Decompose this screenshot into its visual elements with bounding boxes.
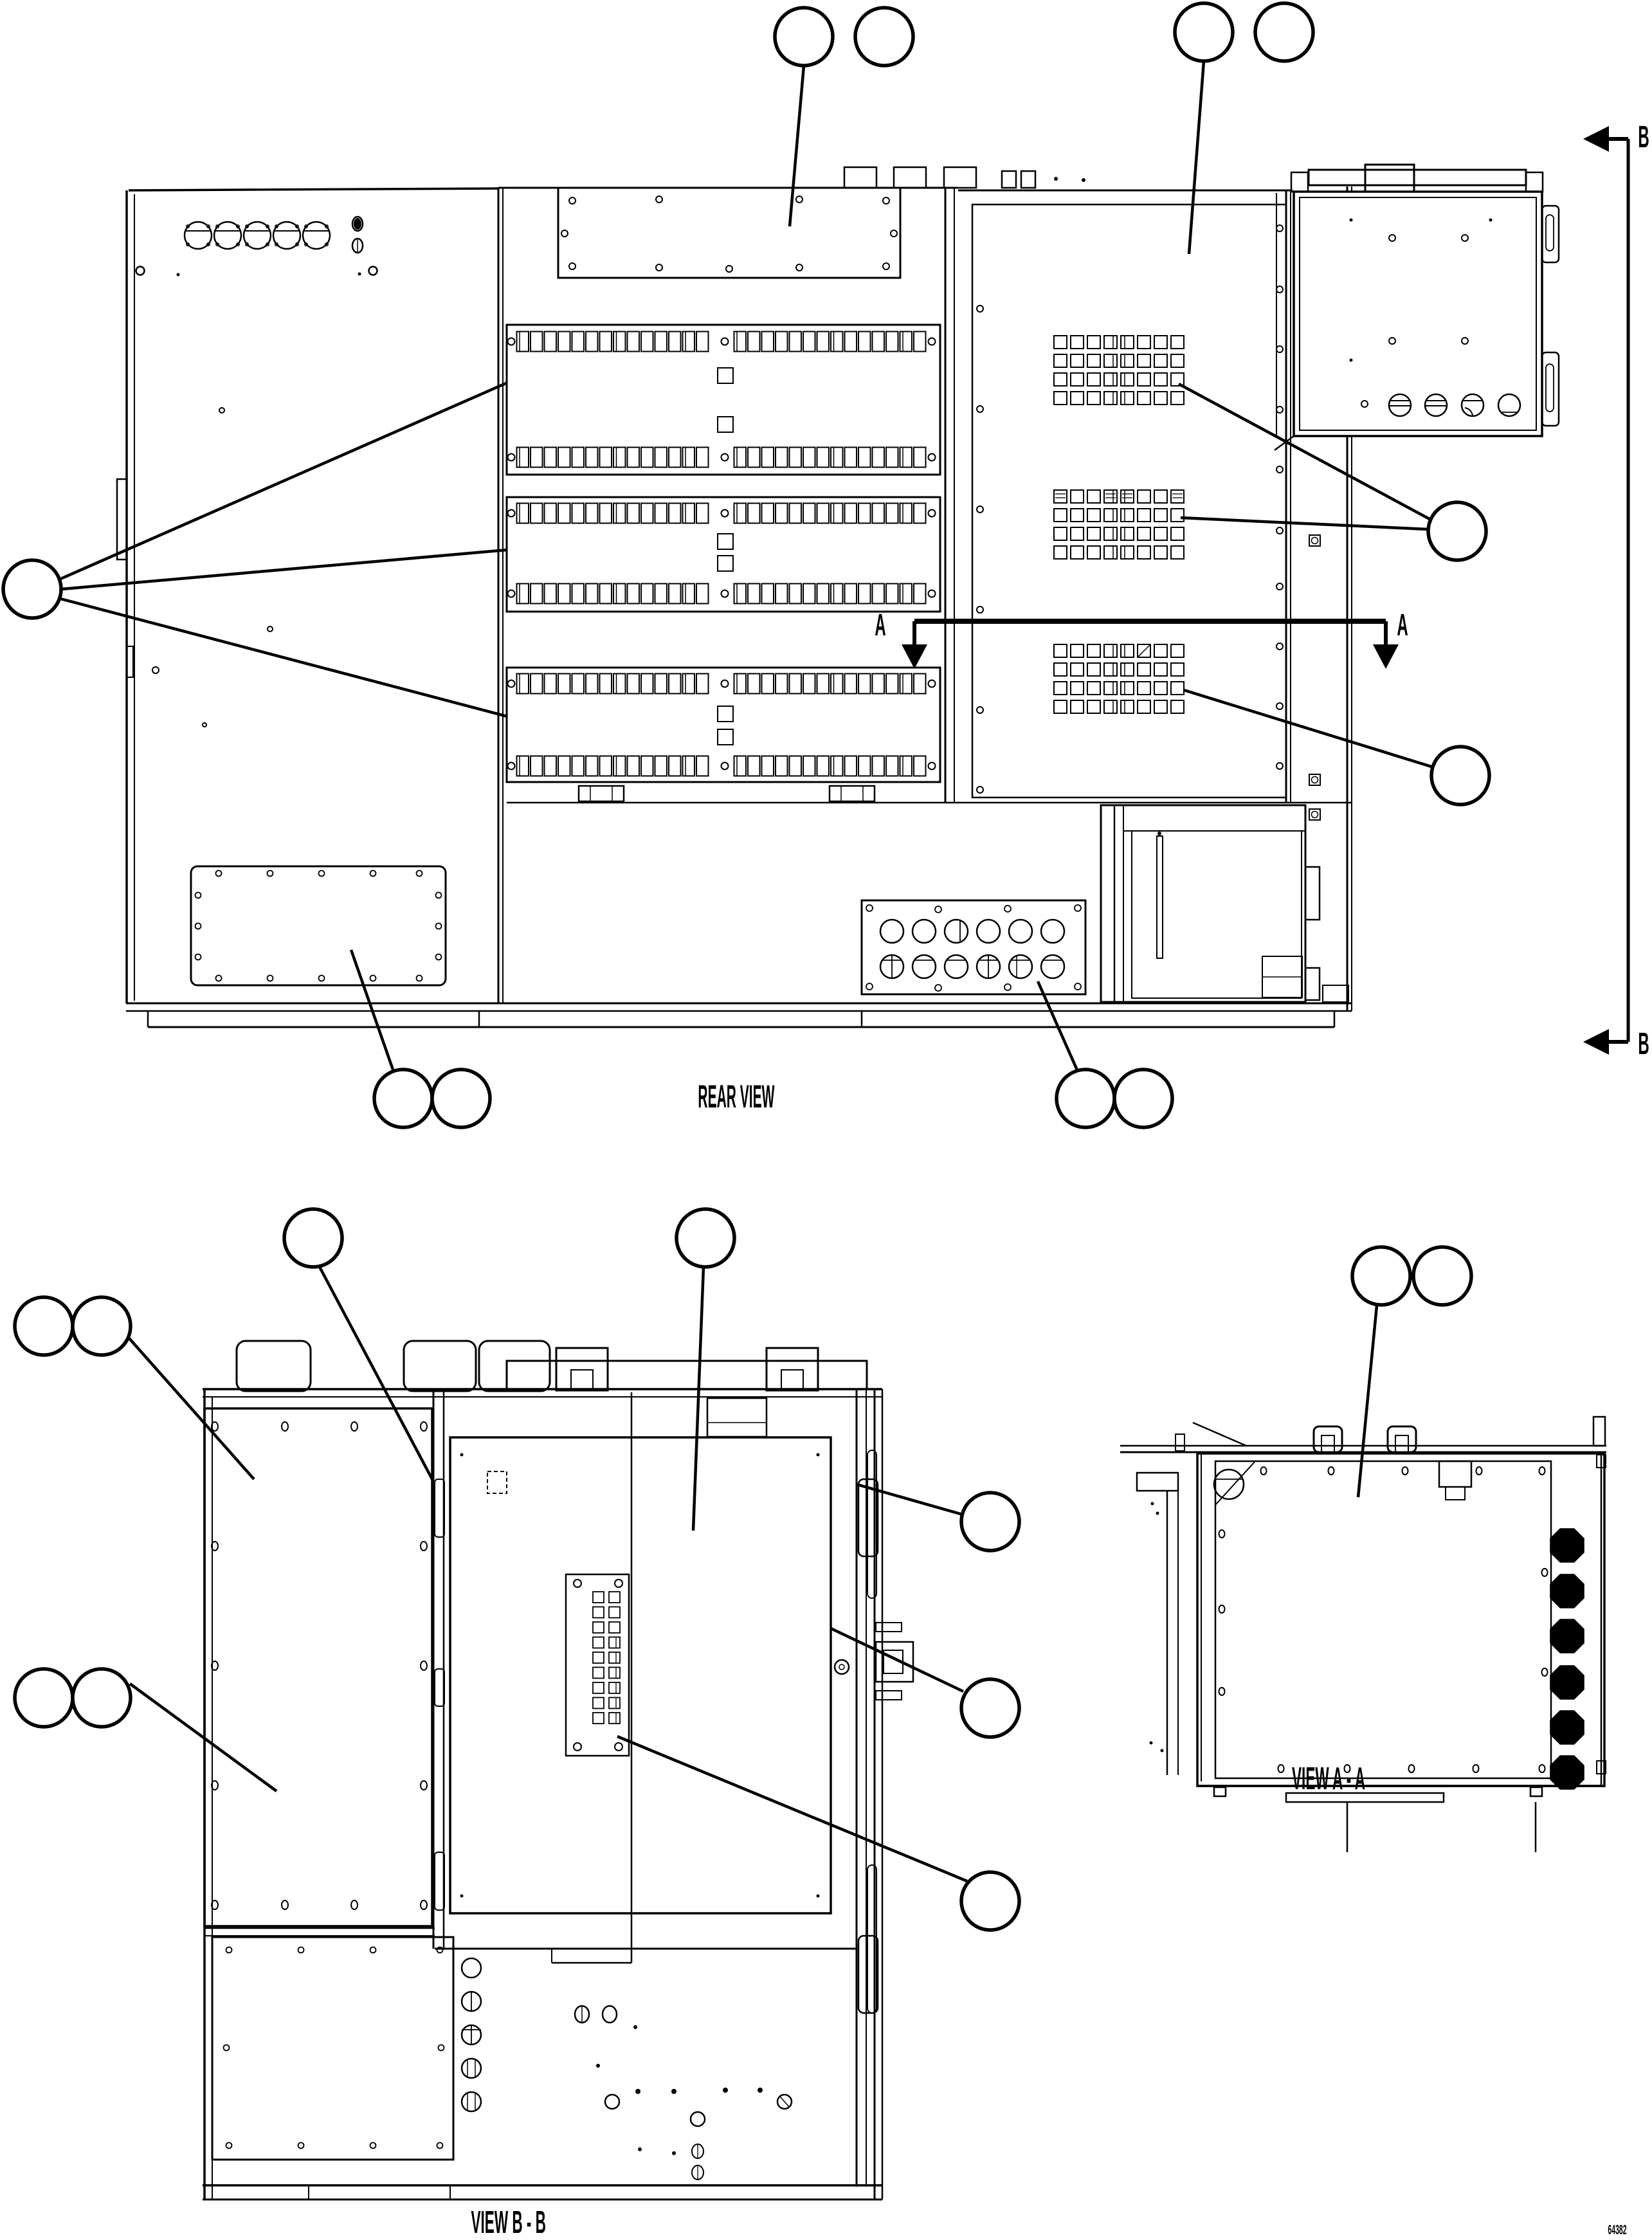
mounting-brackets [579,786,875,801]
view-bb-label: VIEW B - B [471,2205,546,2240]
view-bb-drawing [203,1341,913,2199]
right-frame [835,1389,913,2199]
vent-panel [191,866,446,985]
callout-balloons [3,3,1489,1930]
rear-view-drawing [117,126,1628,1055]
connector-plate [862,900,1085,994]
terminal-panel-2 [507,497,940,612]
callout-balloon [3,560,61,618]
equipment-box [1275,165,1559,450]
callout-balloon [961,1872,1019,1930]
bottom-hardware [575,2006,792,2180]
section-b-letter-bottom: B [1638,1027,1649,1061]
section-b-letter-top: B [1638,120,1649,154]
callout-balloon [1114,1070,1172,1127]
section-a-letter-left: A [875,608,886,642]
rear-view-label: REAR VIEW [698,1079,775,1115]
view-aa-label: VIEW A - A [1292,1762,1365,1796]
io-grid-panel [972,205,1320,820]
callout-balloon [961,1493,1019,1551]
section-a-letter-right: A [1397,608,1408,642]
callout-balloon [855,8,913,66]
callout-balloon [1175,3,1233,61]
callout-balloon [15,1669,73,1727]
callout-balloon [1057,1070,1114,1127]
callout-balloon [284,1209,342,1267]
callout-balloon [676,1209,734,1267]
callout-balloon [15,1297,73,1355]
right-door [450,1398,831,1913]
callout-balloon [961,1679,1019,1737]
callout-balloon [1255,3,1313,61]
callout-balloon [775,8,833,66]
left-door [204,1408,432,1926]
terminal-panel-1 [507,325,940,475]
callout-balloon [1431,747,1489,805]
drawing-number: 64382 [1608,2223,1627,2237]
section-line-b [1583,126,1628,1055]
callout-balloon [73,1669,131,1727]
terminal-panel-3 [507,668,940,782]
lower-left-panel [212,1937,453,2160]
keypad-panel [566,1574,629,1756]
callout-balloon [1352,1247,1410,1305]
callout-balloon [1428,502,1486,560]
callout-balloon [73,1297,131,1355]
lower-right-bay [1101,805,1348,1002]
callout-balloon [432,1070,490,1127]
callout-balloon [374,1070,432,1127]
callout-balloon [1413,1247,1471,1305]
grommet-column [462,1958,481,2111]
top-vent-panel [558,188,900,278]
